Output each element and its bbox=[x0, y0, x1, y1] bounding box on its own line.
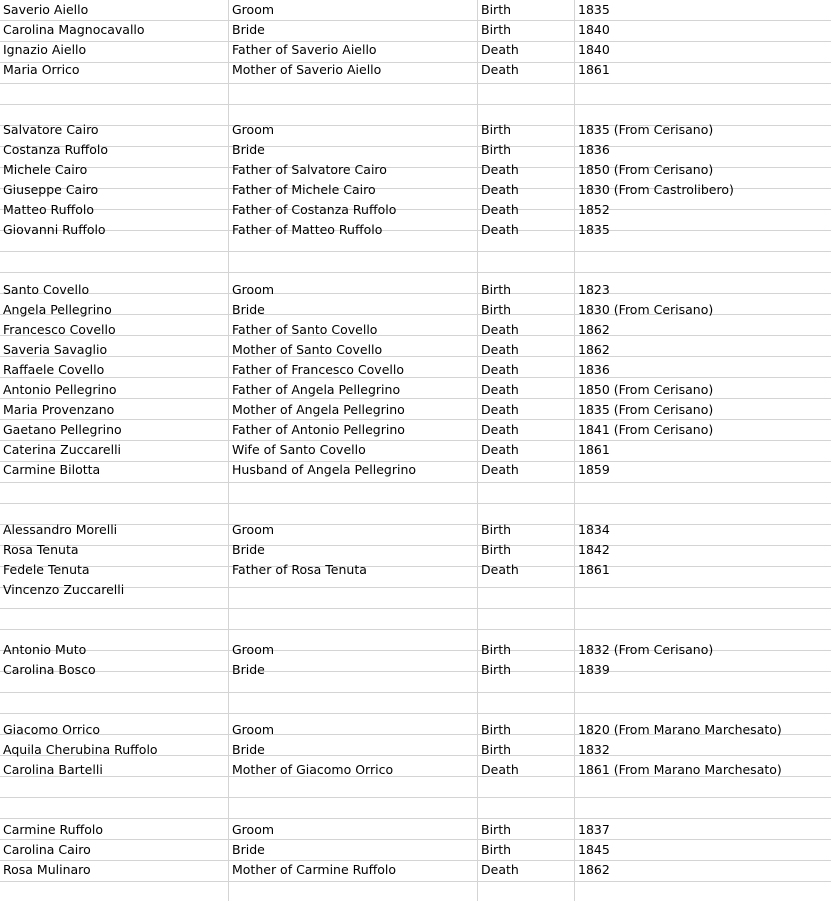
year-cell[interactable]: 1852 bbox=[578, 202, 610, 217]
table-row bbox=[0, 620, 831, 640]
year-cell[interactable]: 1832 (From Cerisano) bbox=[578, 642, 714, 657]
name-cell[interactable]: Carolina Magnocavallo bbox=[3, 22, 145, 37]
year-cell[interactable] bbox=[575, 880, 831, 900]
table-row bbox=[0, 560, 831, 580]
table-row bbox=[0, 280, 831, 300]
name-cell[interactable]: Rosa Mulinaro bbox=[3, 862, 91, 877]
event-cell[interactable]: Death bbox=[481, 182, 519, 197]
relation-cell[interactable]: Father of Costanza Ruffolo bbox=[232, 202, 397, 217]
event-cell[interactable] bbox=[478, 580, 575, 600]
name-cell[interactable]: Carolina Cairo bbox=[3, 842, 91, 857]
year-cell[interactable] bbox=[575, 260, 831, 280]
relation-cell[interactable] bbox=[229, 240, 478, 260]
table-row bbox=[0, 240, 831, 260]
relation-cell[interactable]: Mother of Angela Pellegrino bbox=[232, 402, 405, 417]
event-cell[interactable]: Death bbox=[481, 42, 519, 57]
year-cell[interactable]: 1832 bbox=[578, 742, 610, 757]
table-row bbox=[0, 440, 831, 460]
name-cell[interactable]: Carolina Bartelli bbox=[3, 762, 103, 777]
name-cell[interactable] bbox=[0, 700, 229, 720]
relation-cell[interactable]: Groom bbox=[232, 122, 275, 137]
year-cell[interactable]: 1835 (From Cerisano) bbox=[578, 122, 714, 137]
year-cell[interactable]: 1862 bbox=[578, 342, 610, 357]
name-cell[interactable]: Fedele Tenuta bbox=[3, 562, 90, 577]
table-row bbox=[0, 100, 831, 120]
event-cell[interactable]: Birth bbox=[481, 542, 512, 557]
relation-cell[interactable]: Mother of Carmine Ruffolo bbox=[232, 862, 397, 877]
relation-cell[interactable] bbox=[229, 680, 478, 700]
relation-cell[interactable]: Father of Rosa Tenuta bbox=[232, 562, 367, 577]
name-cell[interactable]: Carolina Bosco bbox=[3, 662, 96, 677]
year-cell[interactable] bbox=[575, 580, 831, 600]
name-cell[interactable]: Gaetano Pellegrino bbox=[3, 422, 122, 437]
table-row bbox=[0, 80, 831, 100]
name-cell[interactable]: Giuseppe Cairo bbox=[3, 182, 99, 197]
name-cell[interactable]: Antonio Pellegrino bbox=[3, 382, 117, 397]
table-row bbox=[0, 540, 831, 560]
event-cell[interactable] bbox=[478, 480, 575, 500]
year-cell[interactable]: 1835 (From Cerisano) bbox=[578, 402, 714, 417]
event-cell[interactable] bbox=[478, 80, 575, 100]
table-row bbox=[0, 720, 831, 740]
relation-cell[interactable]: Bride bbox=[232, 542, 265, 557]
table-row bbox=[0, 840, 831, 860]
year-cell[interactable] bbox=[575, 700, 831, 720]
name-cell[interactable] bbox=[0, 880, 229, 900]
event-cell[interactable] bbox=[478, 780, 575, 800]
relation-cell[interactable] bbox=[229, 500, 478, 520]
year-cell[interactable] bbox=[575, 780, 831, 800]
name-cell[interactable]: Angela Pellegrino bbox=[3, 302, 112, 317]
relation-cell[interactable] bbox=[229, 600, 478, 620]
table-row bbox=[0, 60, 831, 80]
event-cell[interactable] bbox=[478, 100, 575, 120]
table-row bbox=[0, 700, 831, 720]
event-cell[interactable]: Death bbox=[481, 442, 519, 457]
event-cell[interactable]: Birth bbox=[481, 122, 512, 137]
name-cell[interactable]: Francesco Covello bbox=[3, 322, 116, 337]
year-cell[interactable]: 1861 bbox=[578, 442, 610, 457]
table-row bbox=[0, 520, 831, 540]
event-cell[interactable]: Death bbox=[481, 862, 519, 877]
name-cell[interactable] bbox=[0, 480, 229, 500]
year-cell[interactable]: 1830 (From Cerisano) bbox=[578, 302, 714, 317]
event-cell[interactable] bbox=[478, 900, 575, 920]
table-row bbox=[0, 740, 831, 760]
table-row bbox=[0, 600, 831, 620]
table-row bbox=[0, 580, 831, 600]
event-cell[interactable]: Death bbox=[481, 322, 519, 337]
relation-cell[interactable]: Groom bbox=[232, 642, 275, 657]
year-cell[interactable] bbox=[575, 900, 831, 920]
event-cell[interactable] bbox=[478, 680, 575, 700]
table-row bbox=[0, 380, 831, 400]
event-cell[interactable] bbox=[478, 800, 575, 820]
table-row bbox=[0, 20, 831, 40]
year-cell[interactable] bbox=[575, 600, 831, 620]
event-cell[interactable]: Death bbox=[481, 382, 519, 397]
name-cell[interactable] bbox=[0, 680, 229, 700]
event-cell[interactable]: Death bbox=[481, 162, 519, 177]
relation-cell[interactable]: Father of Santo Covello bbox=[232, 322, 378, 337]
relation-cell[interactable] bbox=[229, 80, 478, 100]
event-cell[interactable]: Birth bbox=[481, 302, 512, 317]
name-cell[interactable]: Aquila Cherubina Ruffolo bbox=[3, 742, 158, 757]
name-cell[interactable] bbox=[0, 80, 229, 100]
year-cell[interactable] bbox=[575, 480, 831, 500]
event-cell[interactable] bbox=[478, 880, 575, 900]
relation-cell[interactable]: Father of Francesco Covello bbox=[232, 362, 404, 377]
event-cell[interactable]: Birth bbox=[481, 522, 512, 537]
year-cell[interactable]: 1840 bbox=[578, 22, 610, 37]
name-cell[interactable]: Giovanni Ruffolo bbox=[3, 222, 106, 237]
table-row bbox=[0, 40, 831, 60]
name-cell[interactable] bbox=[0, 240, 229, 260]
name-cell[interactable]: Salvatore Cairo bbox=[3, 122, 99, 137]
table-row bbox=[0, 300, 831, 320]
table-row bbox=[0, 400, 831, 420]
table-row bbox=[0, 320, 831, 340]
relation-cell[interactable] bbox=[229, 100, 478, 120]
event-cell[interactable]: Death bbox=[481, 762, 519, 777]
relation-cell[interactable] bbox=[229, 480, 478, 500]
table-row bbox=[0, 680, 831, 700]
table-row bbox=[0, 180, 831, 200]
year-cell[interactable] bbox=[575, 240, 831, 260]
table-row bbox=[0, 780, 831, 800]
year-cell[interactable]: 1840 bbox=[578, 42, 610, 57]
year-cell[interactable]: 1823 bbox=[578, 282, 610, 297]
table-row bbox=[0, 220, 831, 240]
year-cell[interactable]: 1820 (From Marano Marchesato) bbox=[578, 722, 782, 737]
event-cell[interactable]: Birth bbox=[481, 642, 512, 657]
name-cell[interactable] bbox=[0, 780, 229, 800]
relation-cell[interactable]: Bride bbox=[232, 742, 265, 757]
relation-cell[interactable]: Bride bbox=[232, 22, 265, 37]
relation-cell[interactable]: Father of Matteo Ruffolo bbox=[232, 222, 383, 237]
relation-cell[interactable]: Bride bbox=[232, 302, 265, 317]
event-cell[interactable]: Death bbox=[481, 202, 519, 217]
year-cell[interactable] bbox=[575, 100, 831, 120]
year-cell[interactable]: 1839 bbox=[578, 662, 610, 677]
name-cell[interactable]: Rosa Tenuta bbox=[3, 542, 79, 557]
table-row bbox=[0, 460, 831, 480]
relation-cell[interactable]: Bride bbox=[232, 142, 265, 157]
table-row bbox=[0, 140, 831, 160]
year-cell[interactable]: 1850 (From Cerisano) bbox=[578, 162, 714, 177]
relation-cell[interactable] bbox=[229, 700, 478, 720]
year-cell[interactable]: 1835 bbox=[578, 2, 610, 17]
year-cell[interactable]: 1842 bbox=[578, 542, 610, 557]
relation-cell[interactable]: Father of Salvatore Cairo bbox=[232, 162, 387, 177]
name-cell[interactable]: Carmine Ruffolo bbox=[3, 822, 103, 837]
year-cell[interactable]: 1859 bbox=[578, 462, 610, 477]
year-cell[interactable] bbox=[575, 80, 831, 100]
table-row bbox=[0, 860, 831, 880]
year-cell[interactable]: 1837 bbox=[578, 822, 610, 837]
year-cell[interactable]: 1836 bbox=[578, 362, 610, 377]
relation-cell[interactable]: Bride bbox=[232, 842, 265, 857]
event-cell[interactable]: Death bbox=[481, 222, 519, 237]
table-row bbox=[0, 900, 831, 920]
table-row bbox=[0, 880, 831, 900]
name-cell[interactable]: Maria Provenzano bbox=[3, 402, 115, 417]
table-row bbox=[0, 480, 831, 500]
year-cell[interactable] bbox=[575, 620, 831, 640]
relation-cell[interactable] bbox=[229, 880, 478, 900]
table-row bbox=[0, 200, 831, 220]
table-row bbox=[0, 420, 831, 440]
year-cell[interactable]: 1861 bbox=[578, 562, 610, 577]
name-cell[interactable] bbox=[0, 900, 229, 920]
event-cell[interactable]: Death bbox=[481, 462, 519, 477]
name-cell[interactable] bbox=[0, 620, 229, 640]
relation-cell[interactable]: Father of Michele Cairo bbox=[232, 182, 376, 197]
event-cell[interactable]: Birth bbox=[481, 22, 512, 37]
event-cell[interactable]: Death bbox=[481, 562, 519, 577]
year-cell[interactable]: 1834 bbox=[578, 522, 610, 537]
name-cell[interactable]: Matteo Ruffolo bbox=[3, 202, 94, 217]
table-row bbox=[0, 660, 831, 680]
name-cell[interactable]: Santo Covello bbox=[3, 282, 90, 297]
name-cell[interactable]: Vincenzo Zuccarelli bbox=[3, 582, 125, 597]
relation-cell[interactable] bbox=[229, 620, 478, 640]
relation-cell[interactable] bbox=[229, 900, 478, 920]
table-row bbox=[0, 820, 831, 840]
relation-cell[interactable]: Groom bbox=[232, 282, 275, 297]
event-cell[interactable] bbox=[478, 260, 575, 280]
event-cell[interactable]: Birth bbox=[481, 842, 512, 857]
name-cell[interactable]: Caterina Zuccarelli bbox=[3, 442, 122, 457]
event-cell[interactable]: Birth bbox=[481, 822, 512, 837]
event-cell[interactable] bbox=[478, 500, 575, 520]
name-cell[interactable]: Saveria Savaglio bbox=[3, 342, 108, 357]
name-cell[interactable] bbox=[0, 600, 229, 620]
relation-cell[interactable] bbox=[229, 780, 478, 800]
relation-cell[interactable]: Groom bbox=[232, 822, 275, 837]
event-cell[interactable] bbox=[478, 700, 575, 720]
event-cell[interactable]: Birth bbox=[481, 2, 512, 17]
year-cell[interactable]: 1835 bbox=[578, 222, 610, 237]
name-cell[interactable]: Raffaele Covello bbox=[3, 362, 105, 377]
event-cell[interactable]: Birth bbox=[481, 282, 512, 297]
table-row bbox=[0, 0, 831, 20]
year-cell[interactable]: 1861 (From Marano Marchesato) bbox=[578, 762, 782, 777]
table-row bbox=[0, 360, 831, 380]
name-cell[interactable]: Michele Cairo bbox=[3, 162, 88, 177]
relation-cell[interactable]: Groom bbox=[232, 2, 275, 17]
year-cell[interactable]: 1845 bbox=[578, 842, 610, 857]
name-cell[interactable]: Antonio Muto bbox=[3, 642, 87, 657]
event-cell[interactable]: Death bbox=[481, 422, 519, 437]
relation-cell[interactable]: Father of Antonio Pellegrino bbox=[232, 422, 405, 437]
table-row bbox=[0, 640, 831, 660]
relation-cell[interactable] bbox=[229, 260, 478, 280]
relation-cell[interactable]: Wife of Santo Covello bbox=[232, 442, 366, 457]
table-row bbox=[0, 760, 831, 780]
table-row bbox=[0, 340, 831, 360]
table-row bbox=[0, 800, 831, 820]
event-cell[interactable]: Birth bbox=[481, 722, 512, 737]
name-cell[interactable]: Alessandro Morelli bbox=[3, 522, 118, 537]
event-cell[interactable]: Death bbox=[481, 342, 519, 357]
relation-cell[interactable]: Mother of Santo Covello bbox=[232, 342, 383, 357]
year-cell[interactable]: 1862 bbox=[578, 862, 610, 877]
year-cell[interactable] bbox=[575, 500, 831, 520]
name-cell[interactable] bbox=[0, 800, 229, 820]
relation-cell[interactable]: Mother of Saverio Aiello bbox=[232, 62, 382, 77]
table-row bbox=[0, 120, 831, 140]
table-row bbox=[0, 500, 831, 520]
name-cell[interactable]: Ignazio Aiello bbox=[3, 42, 87, 57]
name-cell[interactable]: Saverio Aiello bbox=[3, 2, 89, 17]
year-cell[interactable] bbox=[575, 680, 831, 700]
name-cell[interactable]: Giacomo Orrico bbox=[3, 722, 101, 737]
event-cell[interactable] bbox=[478, 620, 575, 640]
year-cell[interactable]: 1861 bbox=[578, 62, 610, 77]
relation-cell[interactable]: Groom bbox=[232, 722, 275, 737]
event-cell[interactable] bbox=[478, 240, 575, 260]
event-cell[interactable]: Birth bbox=[481, 142, 512, 157]
relation-cell[interactable]: Mother of Giacomo Orrico bbox=[232, 762, 394, 777]
name-cell[interactable] bbox=[0, 260, 229, 280]
year-cell[interactable]: 1830 (From Castrolibero) bbox=[578, 182, 734, 197]
relation-cell[interactable]: Husband of Angela Pellegrino bbox=[232, 462, 417, 477]
event-cell[interactable]: Birth bbox=[481, 742, 512, 757]
event-cell[interactable]: Death bbox=[481, 362, 519, 377]
relation-cell[interactable] bbox=[229, 800, 478, 820]
event-cell[interactable]: Death bbox=[481, 62, 519, 77]
name-cell[interactable]: Carmine Bilotta bbox=[3, 462, 101, 477]
year-cell[interactable]: 1841 (From Cerisano) bbox=[578, 422, 714, 437]
event-cell[interactable]: Birth bbox=[481, 662, 512, 677]
relation-cell[interactable]: Father of Angela Pellegrino bbox=[232, 382, 401, 397]
name-cell[interactable] bbox=[0, 500, 229, 520]
relation-cell[interactable]: Groom bbox=[232, 522, 275, 537]
year-cell[interactable]: 1850 (From Cerisano) bbox=[578, 382, 714, 397]
year-cell[interactable]: 1862 bbox=[578, 322, 610, 337]
name-cell[interactable]: Maria Orrico bbox=[3, 62, 80, 77]
event-cell[interactable]: Death bbox=[481, 402, 519, 417]
name-cell[interactable] bbox=[0, 100, 229, 120]
relation-cell[interactable]: Father of Saverio Aiello bbox=[232, 42, 377, 57]
table-row bbox=[0, 160, 831, 180]
year-cell[interactable]: 1836 bbox=[578, 142, 610, 157]
event-cell[interactable] bbox=[478, 600, 575, 620]
table-row bbox=[0, 260, 831, 280]
year-cell[interactable] bbox=[575, 800, 831, 820]
name-cell[interactable]: Costanza Ruffolo bbox=[3, 142, 108, 157]
relation-cell[interactable]: Bride bbox=[232, 662, 265, 677]
relation-cell[interactable] bbox=[229, 580, 478, 600]
